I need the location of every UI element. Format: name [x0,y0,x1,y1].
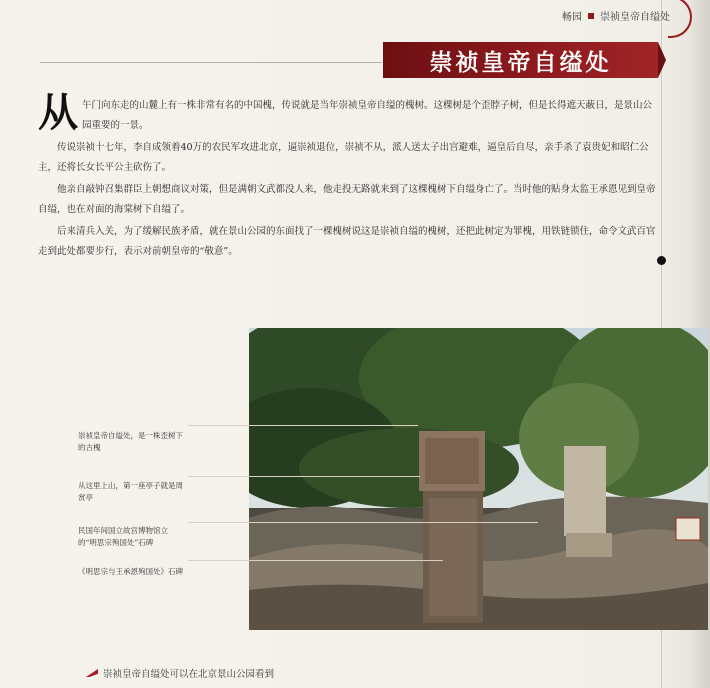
running-header [562,8,670,23]
callout-leader-1 [188,425,418,426]
paragraph-4: 后来清兵入关，为了缓解民族矛盾，就在景山公园的东面找了一棵槐树说这是崇祯自缢的槐树，还把此树定为罪槐，用铁链锁住，命令文武百官走到此处都要步行，表示对前朝皇帝的“敬意”。 [38,226,656,257]
caption-text: 崇祯皇帝自缢处可以在北京景山公园看到 [103,669,275,680]
callout-4: 《明思宗与王承恩殉国处》石碑 [78,567,183,576]
callout-leader-3 [188,522,538,523]
title-rule [40,62,382,63]
photo-caption [86,666,274,680]
title-banner [383,42,658,78]
header-section: 畅园 [562,12,582,23]
callout-2: 从这里上山，第一座亭子就是周赏亭 [78,481,183,502]
banner-tip [658,42,666,78]
site-photo [249,328,708,630]
paragraph-1 [38,90,660,136]
page-title: 崇祯皇帝自缢处 [429,48,612,76]
bullet-dot-icon [657,256,666,265]
callout-3: 民国年间国立故宫博物馆立的“明思宗殉国处”石碑 [78,526,168,547]
square-bullet-icon [588,13,594,19]
paragraph-1-text: 午门向东走的山麓上有一株非常有名的中国槐，传说就是当年崇祯皇帝自缢的槐树。这棵树是个歪脖子树，但是长得遮天蔽日，是景山公园重要的一景。 [82,100,653,131]
paragraph-2: 传说崇祯十七年，李自成领着40万的农民军攻进北京，逼崇祯退位，崇祯不从，派人送太子出宫避难，逼皇后自尽，亲手杀了袁贵妃和昭仁公主，还将长女长平公主砍伤了。 [38,142,649,173]
paragraph-3: 他亲自敲钟召集群臣上朝想商议对策，但是满朝文武都没人来，他走投无路就来到了这棵槐树下自缢身亡了。当时他的贴身太监王承恩见到皇帝自缢，也在对面的海棠树下自缢了。 [38,184,656,215]
article-body [38,90,660,264]
callout-leader-4 [188,560,443,561]
callout-leader-2 [188,476,420,477]
header-topic: 崇祯皇帝自缢处 [600,12,670,23]
drop-cap: 从 [38,90,78,136]
callout-1: 崇祯皇帝自缢处，是一株歪树下的古槐 [78,431,183,452]
caption-marker-icon [86,669,98,677]
